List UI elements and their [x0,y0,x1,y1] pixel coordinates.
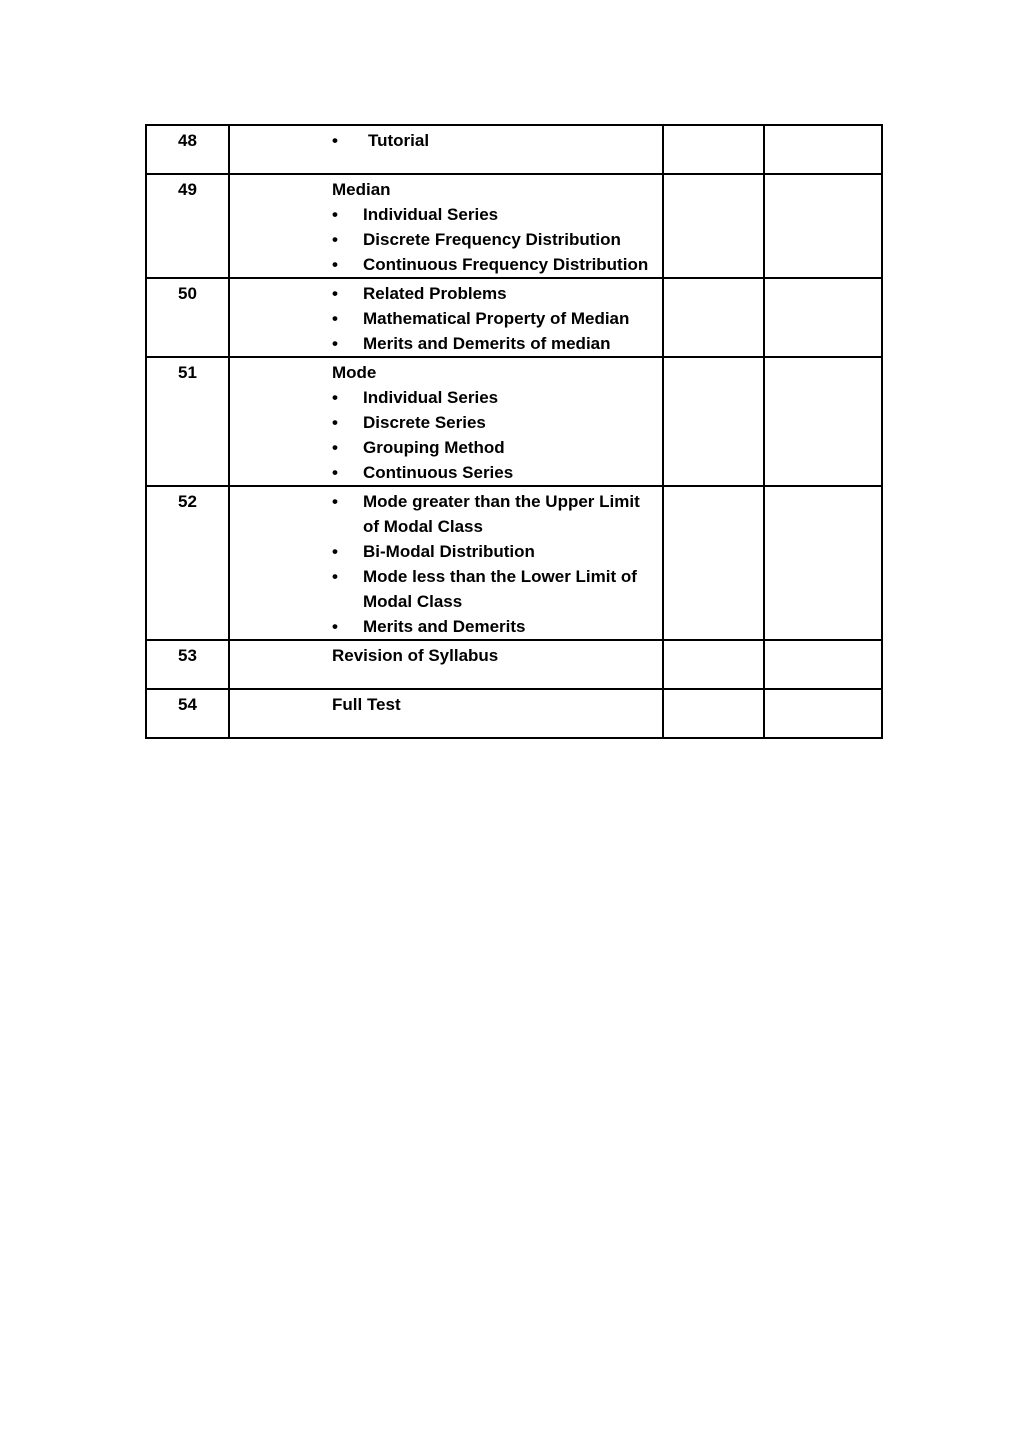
blank-cell [764,278,882,357]
topic-text: Mathematical Property of Median [363,309,630,328]
bullet-icon: • [332,255,338,274]
list-item [332,385,654,410]
lecture-number: 52 [146,486,229,640]
topic-text: Mode less than the Lower Limit of Modal Class [363,567,637,611]
topic-text: Continuous Frequency Distribution [363,255,649,274]
topic-cell [229,278,663,357]
list-item [332,252,654,277]
bullet-icon: • [332,284,338,303]
list-item [332,460,654,485]
topic-text: Individual Series [363,388,499,407]
topic-text: Continuous Series [363,463,514,482]
topic-text: Bi-Modal Distribution [363,542,535,561]
bullet-icon: • [332,309,338,328]
table-row [146,278,882,357]
topic-text: Grouping Method [363,438,505,457]
topic-text: Mode greater than the Upper Limit of Modal Class [363,492,640,536]
lecture-number: 48 [146,125,229,174]
table-row [146,174,882,278]
list-item [332,306,654,331]
list-item [332,539,654,564]
bullet-icon: • [332,388,338,407]
lecture-number: 53 [146,640,229,689]
bullet-icon: • [332,542,338,561]
table-row [146,640,882,689]
list-item [332,128,654,153]
bullet-icon: • [332,230,338,249]
lecture-number: 49 [146,174,229,278]
topic-text: Tutorial [368,131,430,150]
blank-cell [764,357,882,486]
topic-text: Discrete Frequency Distribution [363,230,621,249]
list-item [332,227,654,252]
topic-list [332,128,654,153]
blank-cell [663,689,764,738]
list-item [332,435,654,460]
blank-cell [663,486,764,640]
topic-cell [229,174,663,278]
topic-list [332,281,654,356]
blank-cell [764,125,882,174]
table-row [146,689,882,738]
blank-cell [663,125,764,174]
topic-cell [229,689,663,738]
blank-cell [663,357,764,486]
list-item [332,489,654,539]
blank-cell [663,278,764,357]
lecture-number: 51 [146,357,229,486]
list-item [332,281,654,306]
topic-cell [229,640,663,689]
bullet-icon: • [332,567,338,586]
lecture-number: 50 [146,278,229,357]
blank-cell [764,640,882,689]
blank-cell [663,640,764,689]
bullet-icon: • [332,334,338,353]
topic-list [332,385,654,485]
list-item [332,564,654,614]
topic-heading: Mode [332,363,377,382]
topic-text: Related Problems [363,284,507,303]
list-item [332,331,654,356]
topic-list [332,489,654,639]
blank-cell [764,486,882,640]
syllabus-schedule-table [145,124,883,739]
bullet-icon: • [332,131,338,150]
topic-text: Individual Series [363,205,499,224]
list-item [332,202,654,227]
topic-heading: Revision of Syllabus [332,646,499,665]
bullet-icon: • [332,492,338,511]
topic-cell [229,357,663,486]
topic-heading: Full Test [332,695,401,714]
topic-cell [229,486,663,640]
table-row [146,486,882,640]
topic-cell [229,125,663,174]
bullet-icon: • [332,617,338,636]
blank-cell [764,689,882,738]
blank-cell [764,174,882,278]
table-row [146,125,882,174]
topic-heading: Median [332,180,391,199]
bullet-icon: • [332,413,338,432]
bullet-icon: • [332,438,338,457]
topic-text: Merits and Demerits [363,617,526,636]
topic-text: Merits and Demerits of median [363,334,611,353]
blank-cell [663,174,764,278]
table-row [146,357,882,486]
bullet-icon: • [332,205,338,224]
bullet-icon: • [332,463,338,482]
topic-list [332,202,654,277]
list-item [332,410,654,435]
lecture-number: 54 [146,689,229,738]
topic-text: Discrete Series [363,413,486,432]
list-item [332,614,654,639]
